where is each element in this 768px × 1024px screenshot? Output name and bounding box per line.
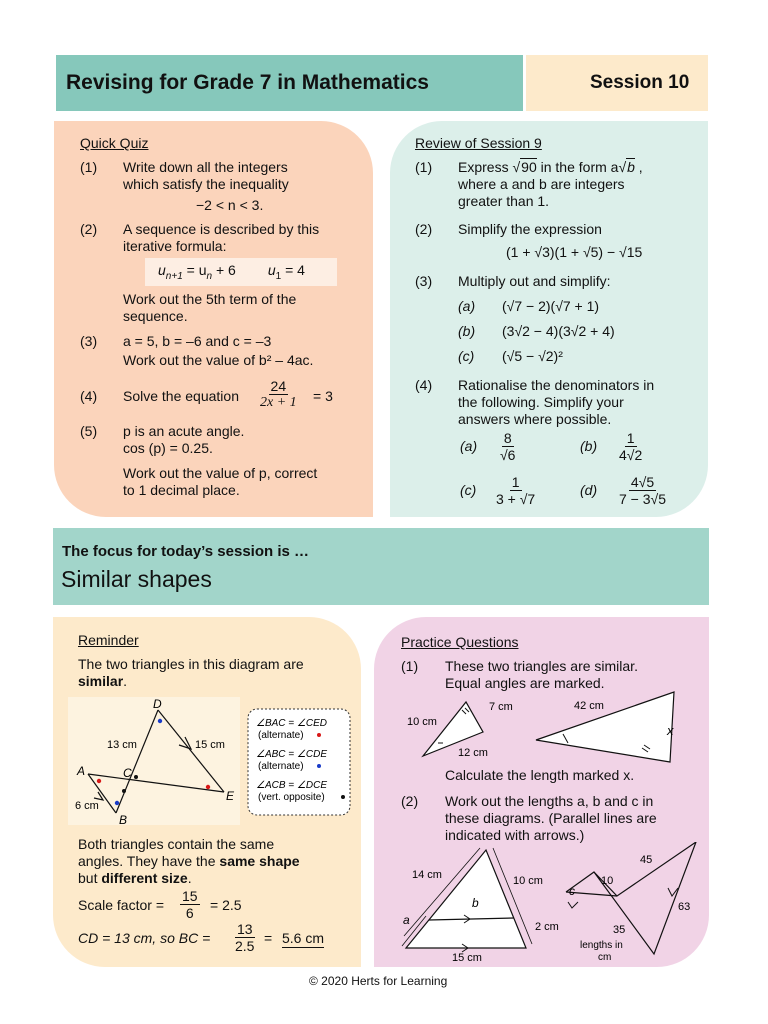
quick-quiz-title: Quick Quiz — [80, 135, 149, 151]
small-tri-12cm: 12 cm — [458, 747, 488, 759]
angle-dot-C2 — [122, 789, 126, 793]
label-E: E — [226, 789, 235, 803]
review-r1-line1: Express √90 in the form a√b , — [458, 159, 643, 175]
review-r4-number: (4) — [415, 377, 433, 393]
large-tri-x: x — [667, 723, 674, 738]
practice-title: Practice Questions — [401, 634, 519, 650]
cd-statement: CD = 13 cm, so BC = — [78, 930, 211, 946]
scale-factor-fraction: $\frac{15}{6}$ — [182, 888, 198, 921]
quiz-q5-line2: cos (p) = 0.25. — [123, 440, 213, 456]
review-r3c-label: (c) — [458, 348, 475, 364]
note3-equation: ∠ACB = ∠DCE — [256, 780, 328, 791]
practice-p1-line2: Equal angles are marked. — [445, 675, 605, 691]
note1-reason: (alternate) — [258, 730, 304, 741]
review-r3b-label: (b) — [458, 323, 476, 339]
quiz-q2-line2: iterative formula: — [123, 238, 227, 254]
practice-q1-triangles — [400, 690, 700, 766]
review-r4d-fraction: $\frac{4√5}{7 - 3√5}$ — [619, 474, 666, 507]
reminder-line1: The two triangles in this diagram are — [78, 656, 304, 672]
quiz-q1-line1: Write down all the integers — [123, 159, 288, 175]
small-tri-10cm: 10 cm — [407, 716, 437, 728]
note2-reason: (alternate) — [258, 761, 304, 772]
bc-equals: = — [264, 930, 273, 946]
quiz-q1-line2: which satisfy the inequality — [123, 176, 289, 192]
quiz-q4-rhs: = 3 — [313, 388, 333, 404]
review-r2-expression: (1 + √3)(1 + √5) − √15 — [506, 244, 643, 260]
review-r3-line1: Multiply out and simplify: — [458, 273, 611, 289]
quiz-q5-line3: Work out the value of p, correct — [123, 465, 318, 481]
review-title: Review of Session 9 — [415, 135, 542, 151]
practice-p1-line3: Calculate the length marked x. — [445, 767, 635, 783]
label-A: A — [77, 764, 86, 778]
quiz-q4-text: Solve the equation — [123, 388, 239, 404]
large-tri-42cm: 42 cm — [574, 700, 604, 712]
review-r4-line1: Rationalise the denominators in — [458, 377, 655, 393]
diagram1-a: a — [403, 913, 410, 927]
practice-p2-line1: Work out the lengths a, b and c in — [445, 793, 654, 809]
diagram2-10: 10 — [601, 875, 614, 887]
diagram1-14cm: 14 cm — [412, 869, 442, 881]
session-label: Session 10 — [590, 72, 690, 93]
diagram1-10cm: 10 cm — [513, 875, 543, 887]
reminder-line3: Both triangles contain the same — [78, 836, 275, 852]
quiz-q2-number: (2) — [80, 221, 98, 237]
quiz-q3-line2: Work out the value of b² – 4ac. — [123, 352, 314, 368]
angle-dot-C1 — [134, 775, 138, 779]
practice-p2-line2: these diagrams. (Parallel lines are — [445, 810, 657, 826]
angle-dot-D — [158, 719, 162, 723]
review-r4a-label: (a) — [460, 438, 478, 454]
diagram2-35: 35 — [613, 924, 626, 936]
quiz-q2-line3: Work out the 5th term of the — [123, 291, 297, 307]
iterative-formula: $u_{n+1} = u_n + 6$ $u_1 = 4$ — [158, 262, 305, 282]
review-r3-number: (3) — [415, 273, 433, 289]
review-r3c-expression: (√5 − √2)² — [502, 348, 563, 364]
note3-reason: (vert. opposite) — [258, 792, 325, 803]
practice-p1-number: (1) — [401, 658, 419, 674]
quiz-q5-number: (5) — [80, 423, 98, 439]
diagram2-c: c — [569, 884, 575, 898]
review-r2-line1: Simplify the expression — [458, 221, 602, 237]
diagram2-63: 63 — [678, 901, 691, 913]
review-r4c-label: (c) — [460, 482, 477, 498]
quiz-q1-inequality: −2 < n < 3. — [196, 197, 264, 213]
review-r4-line3: answers where possible. — [458, 411, 612, 427]
review-r3a-expression: (√7 − 2)(√7 + 1) — [502, 298, 600, 314]
quiz-q5-line4: to 1 decimal place. — [123, 482, 240, 498]
large-triangle — [536, 692, 674, 762]
review-r1-line3: greater than 1. — [458, 193, 550, 209]
quiz-q4-fraction: $\frac{24}{2x + 1}$ — [260, 378, 297, 410]
quiz-q2-line1: A sequence is described by this — [123, 221, 320, 237]
diagram2-note2: cm — [598, 952, 612, 963]
review-r3a-label: (a) — [458, 298, 476, 314]
diagram1-b: b — [472, 896, 479, 910]
length-13cm: 13 cm — [107, 739, 137, 751]
angle-dot-A — [97, 779, 101, 783]
practice-p1-line1: These two triangles are similar. — [445, 658, 638, 674]
diagram1-2cm: 2 cm — [535, 921, 559, 933]
bc-fraction: $\frac{13}{2.5}$ — [235, 921, 255, 954]
review-r4a-fraction: $\frac{8}{√6}$ — [500, 430, 516, 463]
practice-p2-number: (2) — [401, 793, 419, 809]
label-B: B — [119, 813, 128, 827]
angle-dot-E — [206, 785, 210, 789]
note3-dot — [341, 795, 345, 799]
quiz-q2-line4: sequence. — [123, 308, 188, 324]
diagram1-15cm: 15 cm — [452, 952, 482, 964]
reminder-line4: angles. They have the same shape — [78, 853, 300, 869]
length-6cm: 6 cm — [75, 800, 99, 812]
similar-triangles-diagram — [68, 695, 360, 827]
focus-intro: The focus for today’s session is … — [62, 543, 310, 560]
focus-topic: Similar shapes — [61, 566, 212, 592]
practice-q2-diagrams — [396, 842, 708, 966]
review-r3b-expression: (3√2 − 4)(3√2 + 4) — [502, 323, 615, 339]
footer-copyright: © 2020 Herts for Learning — [309, 974, 448, 988]
review-r2-number: (2) — [415, 221, 433, 237]
reminder-title: Reminder — [78, 632, 139, 648]
diagram2-bowtie — [566, 842, 696, 954]
review-r4b-fraction: $\frac{1}{4√2}$ — [619, 430, 643, 463]
practice-p2-line3: indicated with arrows.) — [445, 827, 585, 843]
small-tri-7cm: 7 cm — [489, 701, 513, 713]
scale-factor-label: Scale factor = — [78, 897, 164, 913]
note2-equation: ∠ABC = ∠CDE — [256, 749, 328, 760]
review-r1-number: (1) — [415, 159, 433, 175]
label-C: C — [123, 766, 132, 780]
scale-factor-result: = 2.5 — [210, 897, 242, 913]
note1-dot — [317, 733, 321, 737]
bc-result: 5.6 cm — [282, 930, 325, 946]
diagram2-arrow-left — [568, 902, 578, 908]
label-D: D — [153, 697, 162, 711]
review-r4c-fraction: $\frac{1}{3 + √7}$ — [496, 474, 536, 507]
review-r4b-label: (b) — [580, 438, 598, 454]
review-r4d-label: (d) — [580, 482, 598, 498]
note2-dot — [317, 764, 321, 768]
note1-equation: ∠BAC = ∠CED — [256, 718, 328, 729]
review-r1-line2: where a and b are integers — [458, 176, 625, 192]
quiz-q3-number: (3) — [80, 333, 98, 349]
page-title: Revising for Grade 7 in Mathematics — [66, 71, 429, 94]
quiz-q4-number: (4) — [80, 388, 98, 404]
quiz-q3-line1: a = 5, b = –6 and c = –3 — [123, 333, 272, 349]
reminder-line2: similar. — [78, 673, 128, 689]
review-r4-line2: the following. Simplify your — [458, 394, 624, 410]
quiz-q1-number: (1) — [80, 159, 98, 175]
quiz-q5-line1: p is an acute angle. — [123, 423, 245, 439]
length-15cm: 15 cm — [195, 739, 225, 751]
diagram2-45: 45 — [640, 854, 653, 866]
angle-dot-B — [115, 801, 119, 805]
reminder-line5: but different size. — [78, 870, 192, 886]
diagram2-note1: lengths in — [580, 940, 623, 951]
